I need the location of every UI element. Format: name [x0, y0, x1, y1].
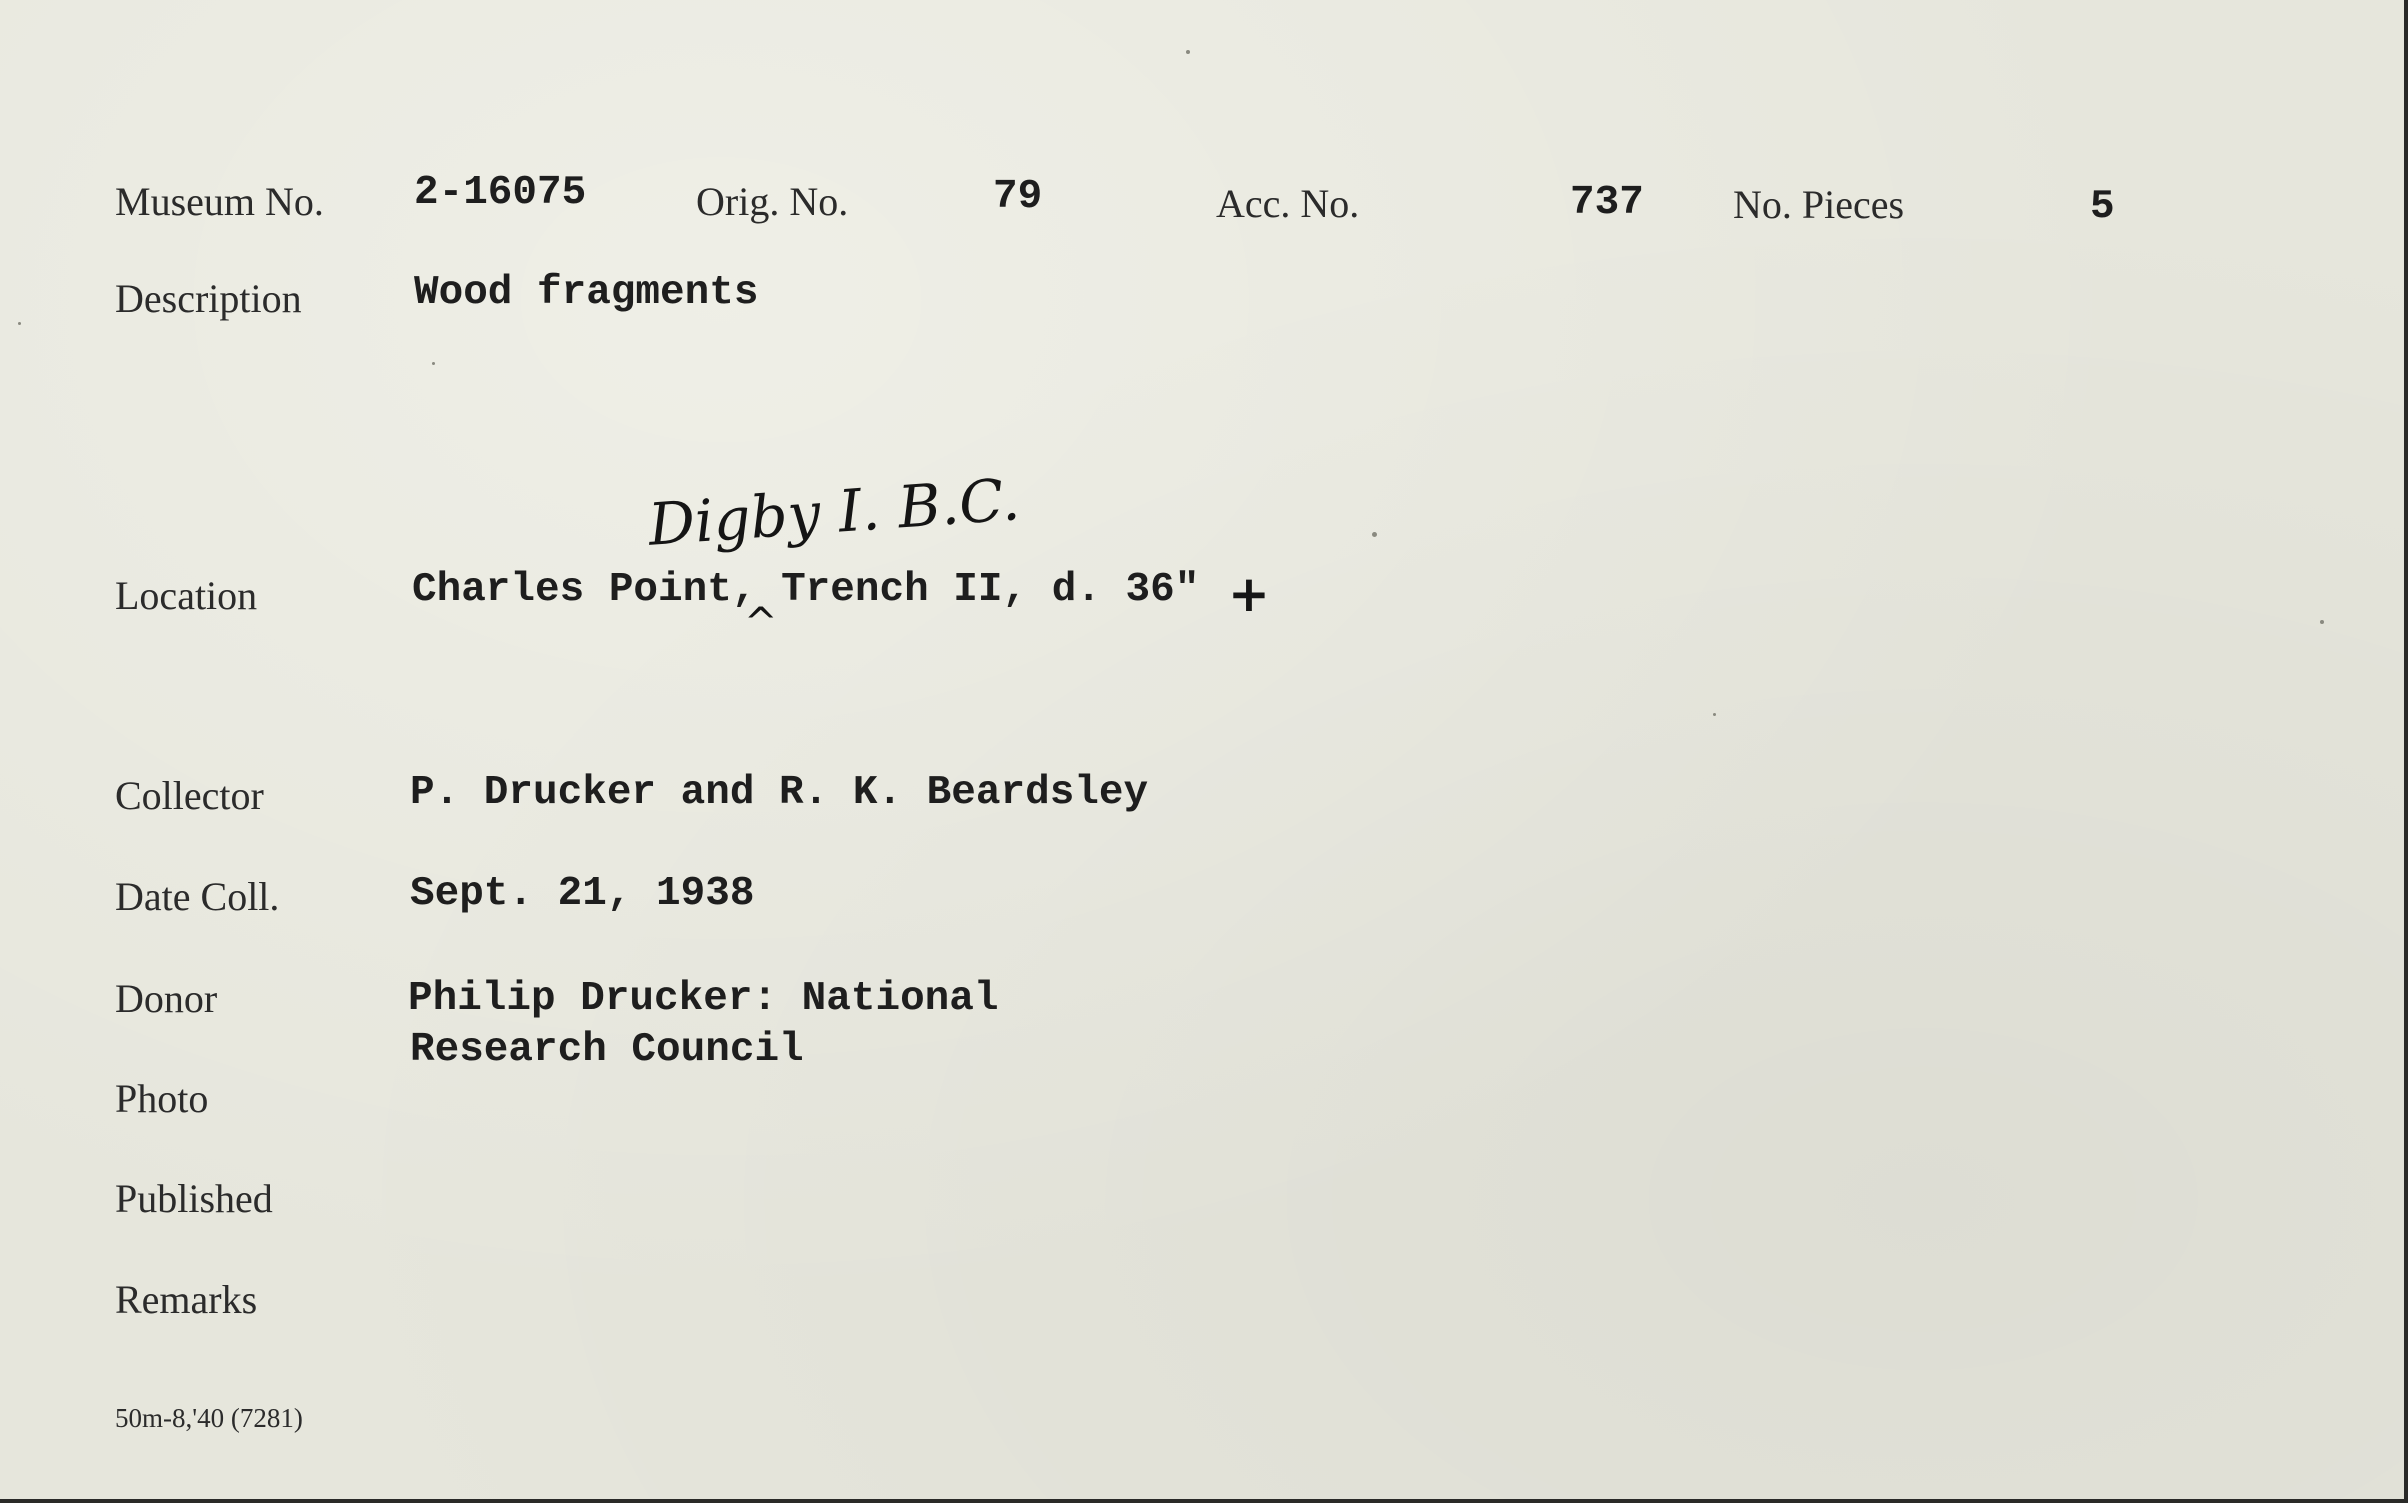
- orig-no-value: 79: [993, 174, 1043, 220]
- paper-speck: [1372, 532, 1377, 537]
- museum-no-label: Museum No.: [115, 179, 324, 224]
- museum-no-value: 2-16075: [414, 170, 587, 216]
- remarks-label: Remarks: [115, 1277, 258, 1322]
- collector-label: Collector: [115, 773, 264, 818]
- paper-speck: [18, 322, 21, 325]
- published-label: Published: [115, 1176, 273, 1221]
- location-value: [412, 567, 1199, 613]
- no-pieces-value: 5: [2090, 184, 2115, 230]
- paper-speck: [1713, 713, 1716, 716]
- description-value: Wood fragments: [414, 270, 759, 316]
- paper-speck: [2320, 620, 2324, 624]
- donor-value-line2: Research Council: [410, 1027, 804, 1073]
- form-code: 50m-8,'40 (7281): [115, 1403, 303, 1433]
- location-handwritten-annotation: Digby I. B.C.: [646, 465, 1023, 559]
- orig-no-label: Orig. No.: [696, 179, 849, 224]
- description-label: Description: [115, 276, 302, 321]
- paper-speck: [432, 362, 435, 365]
- no-pieces-label: No. Pieces: [1733, 182, 1905, 227]
- insertion-caret-mark: ^: [744, 600, 778, 646]
- donor-value-line1: Philip Drucker: National: [408, 976, 999, 1022]
- acc-no-label: Acc. No.: [1216, 181, 1360, 226]
- acc-no-value: 737: [1570, 180, 1644, 226]
- date-coll-label: Date Coll.: [115, 874, 280, 919]
- paper-speck: [1186, 50, 1190, 54]
- photo-label: Photo: [115, 1076, 209, 1121]
- location-label: Location: [115, 573, 258, 618]
- location-value-part1: Charles Point,: [412, 567, 757, 613]
- location-plus-mark: +: [1228, 565, 1270, 623]
- collector-value: P. Drucker and R. K. Beardsley: [410, 770, 1149, 816]
- donor-label: Donor: [115, 976, 218, 1021]
- date-coll-value: Sept. 21, 1938: [410, 871, 755, 917]
- location-value-part2: Trench II, d. 36": [756, 567, 1200, 613]
